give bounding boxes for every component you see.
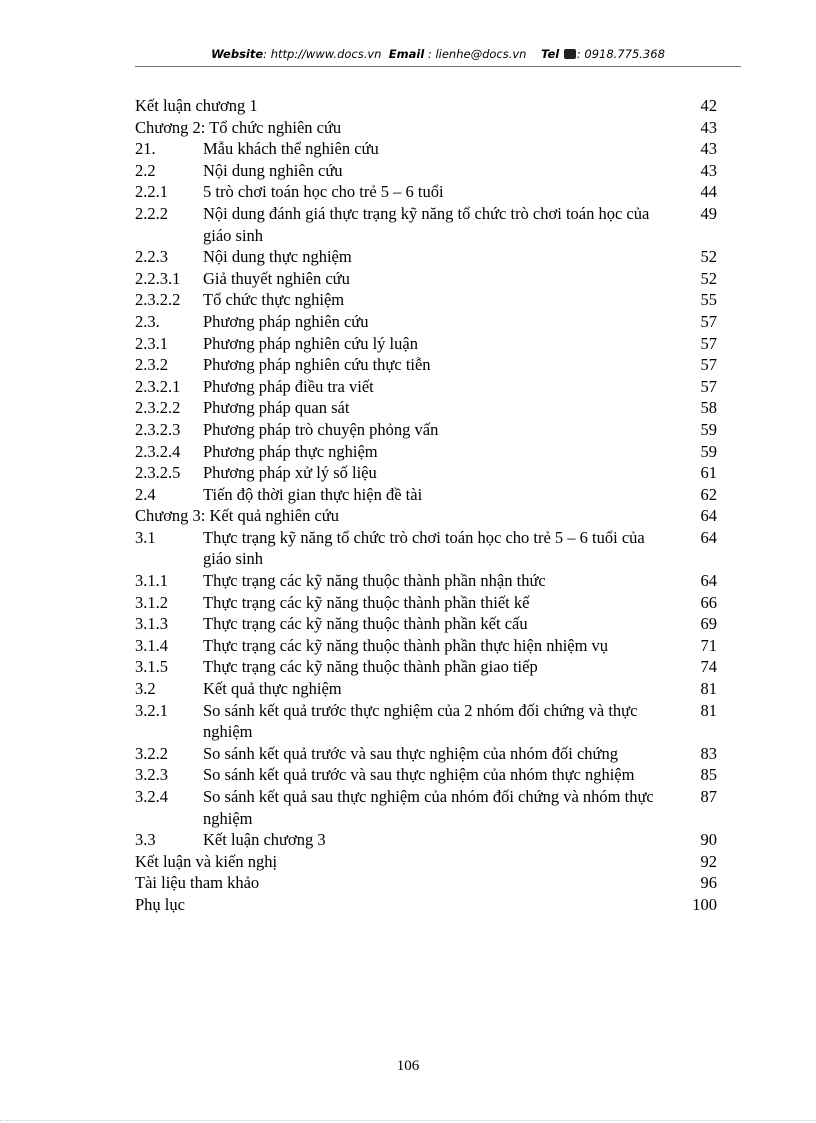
toc-number: 2.2.1 bbox=[135, 182, 168, 202]
website-value: : http://www.docs.vn bbox=[263, 47, 382, 61]
toc-number: 2.3.2.2 bbox=[135, 290, 181, 310]
toc-number: 3.1.2 bbox=[135, 592, 168, 612]
toc-title: Thực trạng kỹ năng tổ chức trò chơi toán học cho trẻ 5 – 6 tuổi của giáo sinh bbox=[203, 527, 645, 569]
page-header bbox=[135, 47, 741, 61]
toc-title: Mẫu khách thể nghiên cứu bbox=[203, 139, 379, 159]
toc-title: Nội dung nghiên cứu bbox=[203, 160, 343, 180]
toc-number: 3.1.4 bbox=[135, 635, 168, 655]
toc-entry bbox=[135, 160, 717, 182]
toc-entry bbox=[135, 613, 717, 635]
toc-page: 87 bbox=[700, 787, 717, 806]
toc-page: 61 bbox=[700, 463, 717, 483]
toc-page: 52 bbox=[700, 268, 717, 288]
toc-number: 3.3 bbox=[135, 830, 156, 850]
toc-page: 92 bbox=[700, 851, 717, 871]
toc-entry bbox=[135, 484, 717, 506]
toc-number: 3.2.4 bbox=[135, 787, 168, 806]
table-of-contents bbox=[135, 95, 717, 916]
toc-number: 3.1.1 bbox=[135, 571, 168, 591]
toc-entry bbox=[135, 635, 717, 657]
toc-title: Kết quả thực nghiệm bbox=[203, 679, 342, 699]
toc-number: 3.2.2 bbox=[135, 743, 168, 763]
toc-page: 57 bbox=[700, 355, 717, 375]
toc-title: Thực trạng các kỹ năng thuộc thành phần kết cấu bbox=[203, 614, 528, 634]
toc-entry bbox=[135, 419, 717, 441]
toc-entry bbox=[135, 268, 717, 290]
toc-page: 57 bbox=[700, 376, 717, 396]
toc-page: 42 bbox=[700, 96, 717, 115]
toc-entry bbox=[135, 656, 717, 678]
toc-page: 52 bbox=[700, 247, 717, 267]
toc-entry bbox=[135, 872, 717, 894]
toc-number: 3.2.1 bbox=[135, 700, 168, 720]
toc-page: 62 bbox=[700, 484, 717, 504]
toc-title: So sánh kết quả sau thực nghiệm của nhóm đối chứng và nhóm thực nghiệm bbox=[203, 787, 654, 828]
toc-number: 2.3.2.4 bbox=[135, 441, 181, 461]
toc-number: 3.2.3 bbox=[135, 765, 168, 785]
toc-page: 81 bbox=[700, 700, 717, 720]
toc-title: Phụ lục bbox=[135, 894, 185, 914]
toc-page: 57 bbox=[700, 311, 717, 331]
toc-page: 43 bbox=[700, 139, 717, 159]
toc-page: 57 bbox=[700, 333, 717, 353]
toc-entry bbox=[135, 289, 717, 311]
toc-entry bbox=[135, 505, 717, 527]
toc-title: Thực trạng các kỹ năng thuộc thành phần giao tiếp bbox=[203, 657, 538, 677]
toc-number: 2.3.2.3 bbox=[135, 419, 181, 439]
toc-page: 43 bbox=[700, 117, 717, 137]
toc-title: Thực trạng các kỹ năng thuộc thành phần thiết kế bbox=[203, 592, 530, 612]
toc-title: Giả thuyết nghiên cứu bbox=[203, 268, 350, 288]
toc-page: 66 bbox=[700, 592, 717, 612]
toc-page: 69 bbox=[700, 614, 717, 634]
toc-title: Phương pháp xử lý số liệu bbox=[203, 463, 377, 483]
toc-page: 59 bbox=[700, 419, 717, 439]
toc-number: 2.2 bbox=[135, 160, 156, 180]
toc-title: Tài liệu tham khảo bbox=[135, 873, 260, 893]
page-number: 106 bbox=[396, 1058, 420, 1074]
toc-entry bbox=[135, 354, 717, 376]
toc-entry bbox=[135, 527, 717, 570]
toc-entry bbox=[135, 246, 717, 268]
toc-entry bbox=[135, 181, 717, 203]
toc-title: Chương 2: Tổ chức nghiên cứu bbox=[135, 117, 342, 137]
toc-entry bbox=[135, 678, 717, 700]
toc-entry bbox=[135, 462, 717, 484]
page-bottom-divider bbox=[0, 1120, 816, 1121]
toc-title: Phương pháp nghiên cứu bbox=[203, 311, 369, 331]
toc-number: 3.2 bbox=[135, 679, 156, 699]
toc-entry bbox=[135, 743, 717, 765]
toc-entry bbox=[135, 894, 717, 916]
toc-page: 100 bbox=[692, 894, 717, 914]
toc-title: So sánh kết quả trước thực nghiệm của 2 nhóm đối chứng và thực nghiệm bbox=[203, 700, 638, 742]
toc-page: 81 bbox=[700, 679, 717, 699]
toc-number: 21. bbox=[135, 139, 156, 159]
toc-page: 43 bbox=[700, 160, 717, 180]
toc-number: 3.1 bbox=[135, 527, 156, 547]
toc-entry bbox=[135, 441, 717, 463]
toc-entry bbox=[135, 117, 717, 139]
header-divider bbox=[135, 66, 741, 67]
toc-number: 2.2.3 bbox=[135, 247, 168, 267]
toc-entry bbox=[135, 700, 717, 743]
email-label: Email bbox=[388, 47, 425, 61]
toc-title: Phương pháp điều tra viết bbox=[203, 376, 374, 396]
toc-number: 3.1.5 bbox=[135, 657, 168, 677]
toc-number: 2.4 bbox=[135, 484, 156, 504]
toc-number: 3.1.3 bbox=[135, 614, 168, 634]
toc-page: 96 bbox=[700, 873, 717, 893]
toc-page: 64 bbox=[700, 506, 717, 526]
website-label: Website bbox=[211, 47, 264, 61]
toc-page: 85 bbox=[700, 765, 717, 785]
toc-title: Phương pháp nghiên cứu thực tiễn bbox=[203, 355, 431, 375]
toc-page: 44 bbox=[700, 182, 717, 202]
email-value: : lienhe@docs.vn bbox=[427, 47, 527, 61]
toc-entry bbox=[135, 138, 717, 160]
toc-entry bbox=[135, 851, 717, 873]
toc-entry bbox=[135, 592, 717, 614]
toc-title: Thực trạng các kỹ năng thuộc thành phần thực hiện nhiệm vụ bbox=[203, 635, 609, 655]
toc-title: Nội dung đánh giá thực trạng kỹ năng tổ chức trò chơi toán học của giáo sinh bbox=[203, 203, 650, 245]
toc-title: So sánh kết quả trước và sau thực nghiệm của nhóm thực nghiệm bbox=[203, 765, 635, 785]
toc-title: Thực trạng các kỹ năng thuộc thành phần nhận thức bbox=[203, 571, 546, 591]
toc-entry bbox=[135, 570, 717, 592]
toc-page: 74 bbox=[700, 657, 717, 677]
toc-page: 59 bbox=[700, 441, 717, 461]
toc-number: 2.3.2 bbox=[135, 355, 168, 375]
toc-entry bbox=[135, 829, 717, 851]
toc-title: Tiến độ thời gian thực hiện đề tài bbox=[203, 484, 423, 504]
toc-number: 2.3. bbox=[135, 311, 160, 331]
toc-title: So sánh kết quả trước và sau thực nghiệm của nhóm đối chứng bbox=[203, 743, 618, 763]
toc-entry bbox=[135, 786, 717, 829]
toc-title: Phương pháp quan sát bbox=[203, 398, 350, 418]
toc-title: Kết luận và kiến nghị bbox=[135, 851, 278, 871]
toc-entry bbox=[135, 95, 717, 117]
toc-page: 83 bbox=[700, 743, 717, 763]
toc-title: Phương pháp trò chuyện phỏng vấn bbox=[203, 419, 439, 439]
toc-entry bbox=[135, 333, 717, 355]
toc-number: 2.3.2.5 bbox=[135, 463, 181, 483]
toc-page: 49 bbox=[700, 203, 717, 223]
toc-number: 2.3.2.2 bbox=[135, 398, 181, 418]
toc-title: Phương pháp thực nghiệm bbox=[203, 441, 378, 461]
toc-number: 2.2.3.1 bbox=[135, 268, 181, 288]
toc-entry bbox=[135, 397, 717, 419]
toc-page: 71 bbox=[700, 635, 717, 655]
toc-title: Kết luận chương 3 bbox=[203, 830, 326, 850]
toc-page: 64 bbox=[700, 527, 717, 547]
toc-title: 5 trò chơi toán học cho trẻ 5 – 6 tuổi bbox=[203, 182, 444, 202]
toc-title: Kết luận chương 1 bbox=[135, 96, 258, 115]
tel-value: : 0918.775.368 bbox=[576, 47, 665, 61]
toc-page: 58 bbox=[700, 398, 717, 418]
toc-number: 2.3.2.1 bbox=[135, 376, 181, 396]
toc-page: 64 bbox=[700, 571, 717, 591]
toc-title: Tổ chức thực nghiệm bbox=[203, 290, 345, 310]
toc-title: Phương pháp nghiên cứu lý luận bbox=[203, 333, 418, 353]
toc-page: 55 bbox=[700, 290, 717, 310]
toc-entry bbox=[135, 311, 717, 333]
toc-title: Chương 3: Kết quả nghiên cứu bbox=[135, 506, 339, 526]
toc-entry bbox=[135, 764, 717, 786]
phone-icon bbox=[564, 49, 576, 59]
toc-number: 2.3.1 bbox=[135, 333, 168, 353]
toc-title: Nội dung thực nghiệm bbox=[203, 247, 352, 267]
tel-label: Tel bbox=[541, 47, 560, 61]
toc-entry bbox=[135, 376, 717, 398]
toc-page: 90 bbox=[700, 830, 717, 850]
toc-entry bbox=[135, 203, 717, 246]
toc-number: 2.2.2 bbox=[135, 203, 168, 223]
